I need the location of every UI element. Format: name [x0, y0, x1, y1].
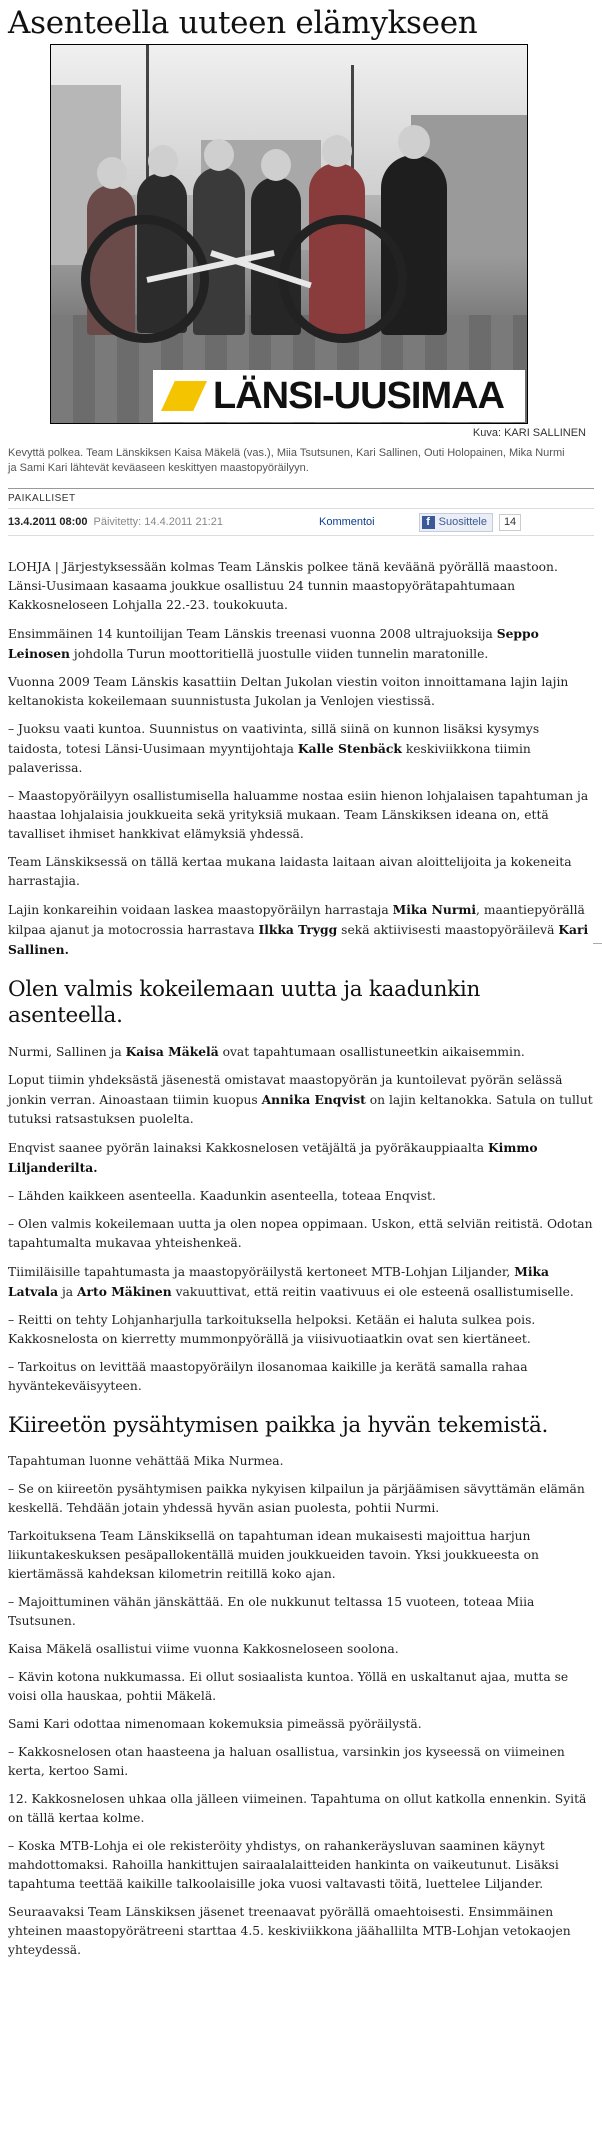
text-run: Nurmi, Sallinen ja [8, 1045, 126, 1059]
paragraph [8, 787, 594, 844]
text-run: Kiireetön pysähtymisen paikka ja hyvän tekemistä. [8, 1413, 549, 1438]
text-run: sekä aktiivisesti maastopyöräilevä [337, 923, 559, 937]
paragraph [8, 1903, 594, 1960]
paragraph [8, 1790, 594, 1828]
person-name: Kaisa Mäkelä [125, 1044, 219, 1059]
paragraph [8, 1358, 594, 1396]
text-run: Loput tiimin yhdeksästä jäsenestä omistavat maastopyörän ja kuntoilevat pyörän selässä jonkin verran. Ainoastaan tiimin kuopus [8, 1073, 563, 1107]
photo-head-3 [204, 139, 234, 171]
paragraph [8, 1452, 594, 1471]
text-run: on lajin keltanokka. Satula on tullut tutuksi ratsastuksen puolelta. [8, 1093, 593, 1126]
person-name: Ilkka Trygg [258, 922, 338, 937]
publish-date: 13.4.2011 08:00 [8, 516, 88, 528]
logo-mark-icon [161, 381, 207, 411]
newspaper-logo [153, 370, 525, 422]
text-run: – Reitti on tehty Lohjanharjulla tarkoituksella helpoksi. Ketään ei haluta sulkea pois. Kakkosnelosta on kierretty mummonpyörällä ja viisivuotiaatkin ovat sen kiertäneet. [8, 1313, 536, 1346]
text-run: ja [58, 1285, 78, 1299]
text-run: – Juoksu vaati kuntoa. Suunnistus on vaativinta, sillä siinä on kunnon lisäksi kysymys taidosta, totesi Länsi-Uusimaan myyntijohtaja [8, 722, 540, 756]
text-run: – Maastopyöräilyyn osallistumisella haluamme nostaa esiin hienon lohjalaisen tapahtuman ja haastaa lohjalaisia joukkueita sekä yrityksiä mukaan. Team Länskiksen ideana on, että tavalliset ihmiset hankkivat elämyksiä yhdessä. [8, 789, 589, 841]
photo-head-1 [97, 157, 127, 189]
person-name: Seppo Leinosen [8, 626, 539, 661]
paragraph [8, 720, 594, 778]
person-name: Kimmo Liljanderilta. [8, 1140, 538, 1175]
paragraph [8, 1480, 594, 1518]
photo-head-6 [398, 125, 430, 159]
text-run: , maantiepyörällä kilpaa ajanut ja motocrossia harrastava [8, 903, 585, 937]
subheading [8, 1413, 594, 1439]
paragraph [8, 900, 594, 960]
paragraph [8, 1138, 594, 1178]
paragraph [8, 624, 594, 664]
text-run: vakuuttivat, että reitin vaativuus ei ole esteenä osallistumiselle. [171, 1285, 574, 1299]
photo-bike-rear-wheel [81, 215, 209, 343]
facebook-share [419, 513, 522, 532]
person-name: Annika Enqvist [261, 1092, 366, 1107]
facebook-recommend-button[interactable] [419, 513, 493, 532]
paragraph [8, 1187, 594, 1206]
paragraph [8, 1715, 594, 1734]
text-run: Vuonna 2009 Team Länskis kasattiin Deltan Jukolan viestin voiton innoittamana lajin lajin keltanokista kokeilemaan suunnistusta Jukolan ja Venlojen viestissä. [8, 675, 569, 708]
photo-credit: Kuva: KARI SALLINEN [472, 427, 586, 439]
text-run: Olen valmis kokeilemaan uutta ja kaadunkin asenteella. [8, 977, 481, 1028]
text-run: – Olen valmis kokeilemaan uutta ja olen nopea oppimaan. Uskon, että selviän reitistä. Odotan tapahtumalta mukavaa yhteishenkeä. [8, 1217, 593, 1250]
article-body [8, 558, 594, 1960]
person-name: Arto Mäkinen [77, 1284, 172, 1299]
person-name: Mika Latvala [8, 1264, 549, 1299]
text-run: – Se on kiireetön pysähtymisen paikka nykyisen kilpailun ja pärjäämisen sävyttämän elämän keskellä. Tehdään jotain yhdessä hyvän asian puolesta, pohtii Nurmi. [8, 1482, 585, 1515]
paragraph [8, 1042, 594, 1062]
person-name: Kalle Stenbäck [297, 741, 402, 756]
updated-date: Päivitetty: 14.4.2011 21:21 [93, 516, 223, 528]
logo-text: LÄNSI-UUSIMAA [213, 374, 504, 417]
text-run: Tiimiläisille tapahtumasta ja maastopyöräilystä kertoneet MTB-Lohjan Liljander, [8, 1265, 515, 1279]
text-run: Kaisa Mäkelä osallistui viime vuonna Kakkosneloseen soolona. [8, 1642, 399, 1656]
person-name: Kari Sallinen. [8, 922, 589, 957]
article-photo [50, 44, 528, 424]
text-run: LOHJA | Järjestyksessään kolmas Team Länskis polkee tänä keväänä pyörällä maastoon. Länsi-Uusimaan kasaama joukkue osallistuu 24 tunnin maastopyörätapahtumaan Kakkosneloseen Lohjalla 22.-23. toukokuuta. [8, 560, 558, 612]
facebook-icon: f [422, 516, 435, 529]
text-run: 12. Kakkosnelosen uhkaa olla jälleen viimeinen. Tapahtuma on ollut katkolla ennenkin. Syitä on tällä kertaa kolme. [8, 1792, 587, 1825]
facebook-recommend-label: Suosittele [438, 516, 487, 528]
text-run: johdolla Turun moottoritiellä juostulle viiden tunnelin maratonille. [69, 647, 489, 661]
paragraph [8, 1640, 594, 1659]
photo-caption: Kevyttä polkea. Team Länskiksen Kaisa Mäkelä (vas.), Miia Tsutsunen, Kari Sallinen, Outi Holopainen, Mika Nurmi ja Sami Kari lähtevät keväaseen keskittyen maastopyöräilyyn. [8, 447, 565, 474]
text-run: – Majoittuminen vähän jänskättää. En ole nukkunut teltassa 15 vuoteen, toteaa Miia Tsutsunen. [8, 1595, 535, 1628]
text-run: Enqvist saanee pyörän lainaksi Kakkosnelosen vetäjältä ja pyöräkauppiaalta [8, 1141, 488, 1155]
text-run: – Kakkosnelosen otan haasteena ja haluan osallistua, varsinkin jos kyseessä on viimeinen kerta, kertoo Sami. [8, 1745, 565, 1778]
text-run: ovat tapahtumaan osallistuneetkin aikaisemmin. [218, 1045, 525, 1059]
text-run: – Tarkoitus on levittää maastopyöräilyn ilosanomaa kaikille ja kerätä samalla rahaa hyväntekeväisyyteen. [8, 1360, 528, 1393]
text-run: Team Länskiksessä on tällä kertaa mukana laidasta laitaan aivan aloittelijoita ja kokeneita harrastajia. [8, 855, 572, 888]
paragraph [8, 1262, 594, 1302]
text-run: – Koska MTB-Lohja ei ole rekisteröity yhdistys, on rahankeräysluvan saaminen käynyt mahdottomaksi. Rahoilla hankittujen sairaalalaitteiden hankinta on vaikeutunut. Lisäksi tapahtuma teettää kaikille talkoolaisille joka vuosi valtavasti töitä, luettelee Liljander. [8, 1839, 559, 1891]
article-meta-bar [8, 508, 594, 536]
paragraph [8, 1215, 594, 1253]
text-run: Ensimmäinen 14 kuntoilijan Team Länskis treenasi vuonna 2008 ultrajuoksija [8, 627, 497, 641]
text-run: Tapahtuman luonne vehättää Mika Nurmea. [8, 1454, 284, 1468]
paragraph [8, 1527, 594, 1584]
comment-link[interactable]: Kommentoi [318, 516, 375, 528]
paragraph [8, 1593, 594, 1631]
photo-head-2 [148, 145, 178, 177]
paragraph [8, 1071, 594, 1129]
paragraph [8, 1743, 594, 1781]
text-run: Lajin konkareihin voidaan laskea maastopyöräilyn harrastaja [8, 903, 393, 917]
photo-head-5 [322, 135, 352, 167]
person-name: Mika Nurmi [392, 902, 477, 917]
paragraph [8, 673, 594, 711]
paragraph [8, 558, 594, 615]
photo-head-4 [261, 149, 291, 181]
text-run: Sami Kari odottaa nimenomaan kokemuksia pimeässä pyöräilystä. [8, 1717, 422, 1731]
paragraph [8, 1311, 594, 1349]
article-headline: Asenteella uuteen elämykseen [8, 5, 478, 41]
article [8, 0, 594, 1969]
subheading [8, 977, 594, 1029]
text-run: Seuraavaksi Team Länskiksen jäsenet treenaavat pyörällä omaehtoisesti. Ensimmäinen yhteinen maastopyörätreeni starttaa 4.5. keskiviikkona jäähallilta MTB-Lohjan vetokaojen yhteydessä. [8, 1905, 571, 1957]
paragraph [8, 853, 594, 891]
text-run: keskiviikkona tiimin palaverissa. [8, 742, 531, 775]
paragraph [8, 1668, 594, 1706]
facebook-share-count: 14 [499, 514, 521, 531]
section-label: PAIKALLISET [8, 493, 76, 504]
text-run: – Kävin kotona nukkumassa. Ei ollut sosiaalista kuntoa. Yöllä en uskaltanut ajaa, mutta se voisi olla hauskaa, pohtii Mäkelä. [8, 1670, 569, 1703]
text-run: – Lähden kaikkeen asenteella. Kaadunkin asenteella, toteaa Enqvist. [8, 1189, 436, 1203]
paragraph [8, 1837, 594, 1894]
page-edge-marker [593, 943, 602, 944]
text-run: Tarkoituksena Team Länskiksellä on tapahtuman idean mukaisesti majoittua harjun liikuntakeskuksen pesäpallokentällä muiden joukkueiden tavoin. Yksi joukkueesta on kiertämässä kahdeksan kilometrin reitillä koko ajan. [8, 1529, 539, 1581]
